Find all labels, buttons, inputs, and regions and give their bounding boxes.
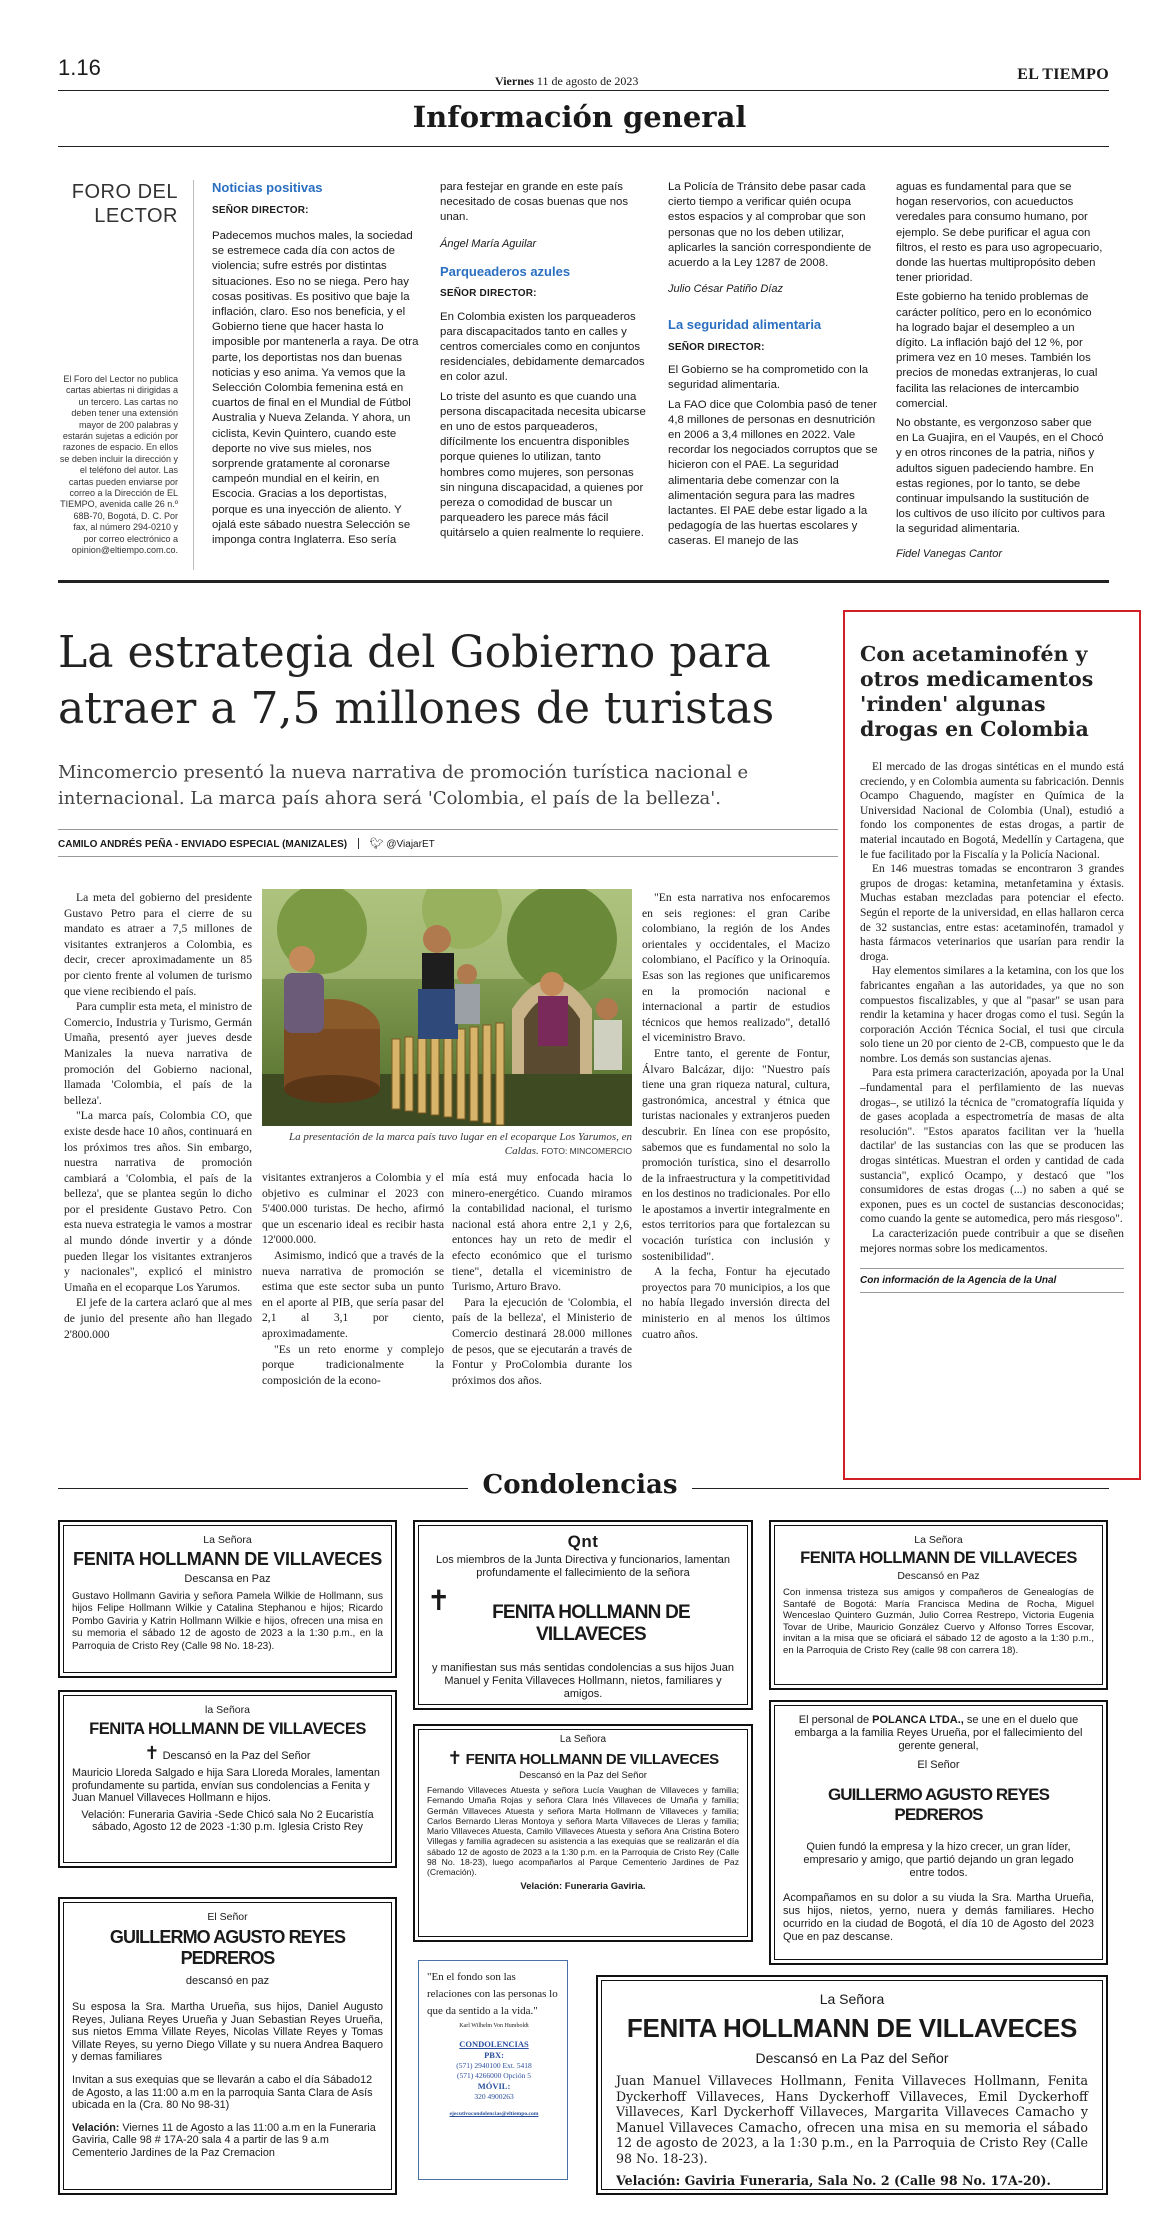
foro-note: El Foro del Lector no publica cartas abiertas ni dirigidas a un tercero. Las cartas no deben tener una extensión mayor de 200 palabras y estarán sujetas a edición por razones de espacio. En ellos se deben incluir la dirección y el teléfono del autor. Las cartas pueden enviarse por correo a la Dirección de EL TIEMPO, avenida calle 26 n.º 68B-70, Bogotá, D. C. Por fax, al número 294-0210 y por correo electrónico a opinion@eltiempo.com.co. (59, 374, 178, 556)
sidebar-p5: La caracterización puede contribuir a que se diseñen mejores normas sobre los medicamentos. (860, 1228, 1124, 1255)
sidebar-credit-rule-top (860, 1268, 1124, 1269)
ob9-status: Descansó en La Paz del Señor (755, 2050, 949, 2066)
article-col-3 (452, 1170, 632, 1388)
obituary-6 (769, 1700, 1108, 1965)
article-c1-p3: "La marca país, Colombia CO, que existe desde hace 10 años, continuará en los próximos tres años. Sin embargo, nuestra narrativa de promoción cambiará a 'Colombia, el país de la belleza', que se plantea según lo dicho por el presidente Gustavo Petro. Con esta nueva estrategia le vamos a mostrar al mundo dónde invertir y a dónde pueden llegar los visitantes extranjeros y nacionales", explicó el ministro Umaña en el ecoparque Los Yarumos. (64, 1109, 252, 1294)
foro-vrule (193, 180, 194, 570)
sidebar-p2: En 146 muestras tomadas se encontraron 3 grandes grupos de drogas: ketamina, metanfetamina y éxtasis. Muchas estaban mezcladas para potenciar el efecto. Según el reporte de la universidad, en ellas hallaron cerca de 32 sustancias, entre estas: acetaminofén, tramadol y hasta fármacos veterinarios que usarían para rendir la droga. (860, 863, 1124, 963)
issue-date (495, 74, 638, 89)
ob8-movil-label: MÓVIL: (477, 2081, 511, 2091)
article-col-4 (642, 890, 830, 1342)
masthead: EL TIEMPO (1017, 66, 1109, 83)
letter-3-p2: La FAO dice que Colombia pasó de tener 4,8 millones de personas en desnutrición en 2006 a 3,4 millones en 2022. Vale recordar los negociados corruptos que se hicieron con el PAE. La seguridad alimentaria debe comenzar con la alimentación segura para las madres lactantes. El PAE debe estar ligado a la pedagogía de las huertas escolares y caseras. El manejo de las (668, 398, 878, 548)
ob2-body: y manifiestan sus más sentidas condolencias a sus hijos Juan Manuel y Fenita Villaveces Hollmann, nietos, familiares y amigos. (431, 1662, 735, 1700)
photo-credit: FOTO: MINCOMERCIO (541, 1145, 632, 1156)
ob3-status: Descansó en Paz (897, 1570, 980, 1582)
letter-1-signature: Ángel María Aguilar (440, 237, 537, 250)
ob4-status-text: Descansó en la Paz del Señor (162, 1750, 311, 1762)
obituary-1 (58, 1520, 397, 1678)
ob5-pre: La Señora (559, 1734, 607, 1745)
ob5-status: Descansó en la Paz del Señor (519, 1770, 647, 1781)
ob6-name: GUILLERMO AGUSTO REYES PEDREROS (827, 1785, 1050, 1824)
ob8-label[interactable]: CONDOLENCIAS (459, 2039, 529, 2049)
letters-bottom-rule (58, 580, 1109, 583)
ob3-name: FENITA HOLLMANN DE VILLAVECES (800, 1549, 1077, 1567)
ob7-name: GUILLERMO AGUSTO REYES PEDREROS (109, 1927, 346, 1968)
letter-3-signature: Fidel Vanegas Cantor (896, 547, 1002, 560)
letter-2-signature: Julio César Patiño Díaz (668, 283, 783, 296)
obituary-8-contact (418, 1960, 568, 2180)
letter-3-cont1: aguas es fundamental para que se hogan reservorios, con acueductos veredales para consumo humano, por ejemplo. Se debe purificar el agua con filtros, el resto es para uso agropecuario, donde las huertas multipropósito deben tener prioridad. (896, 181, 1103, 285)
ob5-name-text: FENITA HOLLMANN DE VILLAVECES (465, 1751, 719, 1768)
sidebar-p4: Para esta primera caracterización, apoyada por la Unal –fundamental para el perfilamiento de las nuevas drogas–, se utilizó la técnica de "cromatografía líquida y de gases acoplada a espectrometría de masas de alta resolución". "Estos aparatos facilitan ver la 'huella dactilar' de las sustancias con las que se producen las drogas sintéticas. Muestran el orden y cantidad de cada sustancia", explicó Ocampo, y destacó que "los consumidores de estas drogas (...) no saben a qué se exponen, pues es un coctel de sustancias desconocidas; como cuando la gente se automedica, pero más riesgoso". (860, 1067, 1124, 1226)
article-c2-p2: Asimismo, indicó que a través de la nueva narrativa de promoción se estima que este sector suba un punto en el aporte al PIB, que sería pasar del 2,1 al 3,1 por ciento, aproximadamente. (262, 1248, 444, 1340)
obituary-5 (413, 1724, 753, 1942)
ob9-velacion: Velación: Gaviria Funeraria, Sala No. 2 (Calle 98 No. 17A-20). (616, 2172, 1051, 2188)
obituary-3 (769, 1520, 1108, 1690)
twitter-icon: 🐦︎ (369, 838, 384, 850)
article-headline-line1: La estrategia del Gobierno para (58, 627, 771, 678)
ob5-name (427, 1748, 739, 1769)
sidebar-credit: Con información de la Agencia de la Unal (860, 1275, 1057, 1287)
byline-rule-bottom (58, 856, 838, 857)
ob9-pre: La Señora (819, 1991, 885, 2007)
ob6-company: POLANCA LTDA., (872, 1714, 964, 1726)
article-subhead: Mincomercio presentó la nueva narrativa de promoción turística nacional e internacional. La marca país ahora será 'Colombia, el país de la belleza'. (58, 762, 749, 809)
letter-2-p2: Lo triste del asunto es que cuando una persona discapacitada necesita ubicarse en uno de estos parqueaderos, difícilmente los encuentra disponibles porque quienes lo utilizan, tanto hombres como mujeres, son personas sin ninguna discapacidad, a quienes por pereza o comodidad de buscar un parqueadero les parece más fácil quitárselo a quien realmente lo requiere. (440, 390, 646, 540)
ob8-phone2[interactable]: (571) 4266000 Opción 5 (457, 2071, 531, 2080)
article-photo (262, 889, 632, 1126)
article-c4-p3: A la fecha, Fontur ha ejecutado proyectos para 70 municipios, a los que no había llegado inversión directa del ministerio en al menos los últimos cuatro años. (642, 1265, 830, 1341)
letter-3-cont2: Este gobierno ha tenido problemas de carácter político, pero en lo económico ha logrado bajar el desempleo a un dígito. La inflación bajó del 12 %, por primera vez en 10 meses. También los precios de monedas extranjeras, lo cual facilita las relaciones de intercambio comercial. (896, 291, 1098, 410)
ob6-body: Quien fundó la empresa y la hizo crecer, un gran líder, empresario y amigo, que partió dejando un gran legado entre todos. (803, 1841, 1074, 1879)
sidebar-credit-rule-bottom (860, 1292, 1124, 1293)
ob6-body2: Acompañamos en su dolor a su viuda la Sra. Martha Urueña, sus hijos, nietos, yerno, nuera y demás familiares. Hecho ocurrido en la ciudad de Bogotá, el día 10 de Agosto del 2023 Que en paz descanse. (783, 1892, 1094, 1943)
byline-author: CAMILO ANDRÉS PEÑA - ENVIADO ESPECIAL (MANIZALES) (58, 839, 348, 850)
article-c1-p2: Para cumplir esta meta, el ministro de Comercio, Industria y Turismo, Germán Umaña, presentó ayer jueves desde Manizales la nueva narrativa de promoción del Gobierno nacional, llamada 'Colombia, el país de la belleza'. (64, 1000, 252, 1107)
letter-1-continuation: para festejar en grande en este país necesitado de cosas buenas que nos unan. (440, 181, 629, 224)
byline (58, 837, 838, 850)
letter-1-salutation: SEÑOR DIRECTOR: (212, 205, 309, 216)
musicians-illustration (262, 889, 632, 1126)
ob6-intro-a: El personal de (798, 1714, 870, 1726)
article-col-1 (64, 890, 252, 1342)
article-c3-p2: Para la ejecución de 'Colombia, el país de la belleza', el Ministerio de Comercio destinará 28.000 millones de pesos, que se ejecutarán a través de Fontur y ProColombia durante los próximos dos años. (452, 1295, 632, 1387)
ob7-velacion-label: Velación: (72, 2121, 120, 2134)
photo-caption-text: La presentación de la marca país tuvo lugar en el ecoparque Los Yarumos, en Caldas. (288, 1131, 632, 1157)
article-c1-p4: El jefe de la cartera aclaró que al mes de junio del presente año han llegado 2'800.000 (64, 1296, 252, 1341)
sidebar-body (860, 760, 1124, 1293)
letter-3-cont3: No obstante, es vergonzoso saber que en La Guajira, en el Vaupés, en el Chocó y en otros rincones de la patria, niños y adultos siguen padeciendo hambre. En estas regiones, por lo tanto, se debe continuar impulsando la sustitución de los cultivos de uso ilícito por cultivos para la seguridad alimentaria. (896, 417, 1105, 536)
ob8-pbx-label: PBX: (484, 2050, 504, 2060)
ob9-name: FENITA HOLLMANN DE VILLAVECES (626, 2013, 1078, 2043)
ob4-mass: Velación: Funeraria Gaviria -Sede Chicó sala No 2 Eucaristía sábado, Agosto 12 de 2023 -1:30 p.m. Iglesia Cristo Rey (81, 1808, 374, 1834)
ob2-name: FENITA HOLLMANN DE VILLAVECES (492, 1602, 690, 1645)
condolencias-rule-right (692, 1488, 1109, 1489)
obituary-2 (413, 1520, 753, 1710)
ob7-mass: Invitan a sus exequias que se llevarán a cabo el día Sábado12 de Agosto, a las 11:00 a.m en la parroquia Santa Clara de Asís ubicada en la (Cra. 80 No 98-31) (72, 2073, 373, 2112)
letter-3-p1: El Gobierno se ha comprometido con la seguridad alimentaria. (668, 364, 869, 392)
obituary-7 (58, 1897, 397, 2195)
ob7-pre: El Señor (207, 1911, 248, 1923)
letter-1 (212, 180, 422, 548)
foro-title (60, 180, 178, 228)
letter-1-title: Noticias positivas (212, 180, 323, 195)
ob3-body: Con inmensa tristeza sus amigos y compañeros de Genealogías de Santafé de Bogotá: María Francisca Medina de Rocha, Miguel Wenceslao Quintero Guzmán, Julio Correa Restrepo, Victoria Eugenia Tovar de Uribe, Mauricio González Cuervo y Alfonso Torres Escovar, invitan a la misa que se oficiará el sábado 12 de agosto a la 1:30 p.m., en la Parroquia de Cristo Rey (calle 98 con carrera 18). (783, 1587, 1094, 1656)
ob7-body: Su esposa la Sra. Martha Urueña, sus hijos, Daniel Augusto Reyes, Juliana Reyes Urueña y Juan Sebastian Reyes Urueña, sus nietos Emma Villate Reyes, Nicolas Villate Reyes y Tomas Villate Reyes, su yerno Diego Villate y su nuera Andrea Baquero y demas familiares (72, 2001, 383, 2064)
condolencias-rule-left (58, 1488, 468, 1489)
letter-2-title: Parqueaderos azules (440, 263, 571, 279)
ob4-pre: la Señora (205, 1704, 250, 1716)
sidebar-title: Con acetaminofén y otros medicamentos 'rinden' algunas drogas en Colombia (860, 642, 1094, 741)
letter-column-4 (896, 180, 1106, 560)
ob7-velacion (72, 2122, 383, 2160)
article-headline-line2: atraer a 7,5 millones de turistas (58, 683, 775, 734)
article-c2-p3: "Es un reto enorme y complejo porque tradicionalmente la composición de la econo- (262, 1342, 444, 1387)
condolencias-title: Condolencias (482, 1470, 678, 1500)
article-c3-p1: mía está muy enfocada hacia lo minero-energético. Cuando miramos la contabilidad nacional, el turismo nacional está ahora entre 2,1 y 2,6, entonces hay un reto de medir el efecto económico que el turismo tiene", detalla el viceministro de Turismo, Arturo Bravo. (452, 1171, 632, 1294)
ob3-pre: La Señora (914, 1534, 963, 1546)
cross-icon: ✝ (427, 1584, 451, 1617)
letter-2-salutation: SEÑOR DIRECTOR: (440, 287, 537, 299)
ob2-logo: Qnt (567, 1532, 599, 1551)
ob8-author: Karl Wilhelm Von Humboldt (459, 2023, 529, 2029)
ob2-intro: Los miembros de la Junta Directiva y funcionarios, lamentan profundamente el fallecimiento de la señora (435, 1554, 731, 1579)
ob4-status (72, 1743, 383, 1764)
photo-caption (262, 1131, 632, 1158)
ob1-name: FENITA HOLLMANN DE VILLAVECES (73, 1549, 382, 1569)
article-c4-p2: Entre tanto, el gerente de Fontur, Álvaro Balcázar, dijo: "Nuestro país tiene una gran riqueza natural, cultura, gastronómica, ancestral y étnica que turistas nacionales y extranjeros pueden descubrir. En línea con ese propósito, sabemos que es fundamental no solo la promoción turística, sino el desarrollo de la infraestructura y la competitividad en los destinos no tradicionales. Por ello le apostamos a invertir integralmente en estos territorios para que fortalezcan su vocación turística con inclusión y sostenibilidad". (642, 1046, 830, 1263)
letter-2-p1: En Colombia existen los parqueaderos para discapacitados tanto en calles y centros comerciales como en conjuntos residenciales, debidamente demarcados en color azul. (440, 310, 645, 384)
letter-column-3 (668, 180, 878, 550)
sidebar-p3: Hay elementos similares a la ketamina, con los que los fabricantes engañan a las autoridades, ya que no son compuestos fiscalizables, y que al "pasar" se usan para rendir la ketamina y hacer drogas como el tusi. Según la corporación Acción Técnica Social, el tusi que circula solo tiene un 20 por ciento de 2-CB, compuesto que le da nombre. Los demás son sustancias ajenas. (860, 965, 1124, 1065)
page-number: 1.16 (58, 55, 101, 80)
ob6-pre: El Señor (917, 1759, 960, 1771)
letter-1-body: Padecemos muchos males, la sociedad se estremece cada día con actos de violencia; sufre estrés por distintas situaciones. Eso no se niega. Pero hay cosas positivas. Es positivo que baje la inflación, claro. Eso nos beneficia, y el Gobierno tiene que hacer hasta lo imposible por mantenerla a raya. De otra parte, los deportistas nos dan buenas noticias y eso anima. Ya vemos que la Selección Colombia femenina está en cuartos de final en el Mundial de Fútbol Australia y Nueva Zelanda. Y ahora, un ciclista, Kevin Quintero, cuando este deporte no vive sus mieles, nos sorprende gratamente al coronarse campeón mundial en el keirin, en Escocia. Gracias a los deportistas, porque es una inyección de aliento. Y ojalá este sábado nuestra Selección se imponga contra Inglaterra. Eso sería (212, 230, 419, 547)
letter-3-title: La seguridad alimentaria (668, 317, 822, 333)
ob7-velacion-text: Viernes 11 de Agosto a las 11:00 a.m en la Funeraria Gaviria, Calle 98 # 17A-20 sala 4 a partir de las 9 a.m Cementerio Jardines de la Paz Cremacion (72, 2121, 376, 2159)
byline-rule-top (58, 829, 838, 830)
byline-separator (358, 838, 359, 849)
sidebar-p1: El mercado de las drogas sintéticas en el mundo está creciendo, y en Colombia aumenta su fabricación. Dennis Ocampo Chaguendo, magíster en Química de la Universidad Nacional de Colombia (Unal), estudió a fondo los componentes de estas drogas, a partir de material incautado en Bogotá, Medellín y Cartagena, que le fue facilitado por la Fiscalía y la Policía Nacional. (860, 761, 1124, 861)
ob1-status: Descansa en Paz (184, 1573, 271, 1585)
foro-title-line1: FORO DEL (71, 181, 178, 203)
header-rule (58, 90, 1109, 91)
issue-weekday: Viernes (495, 74, 534, 88)
ob8-movil[interactable]: 320 4900263 (474, 2092, 514, 2101)
foro-title-line2: LECTOR (94, 205, 178, 227)
letter-3-salutation: SEÑOR DIRECTOR: (668, 342, 765, 354)
article-headline (58, 625, 838, 737)
ob8-quote: "En el fondo son las relaciones con las personas lo que da sentido a la vida." (427, 1971, 558, 2017)
ob4-name: FENITA HOLLMANN DE VILLAVECES (89, 1720, 366, 1738)
ob5-velacion: Velación: Funeraria Gaviria. (520, 1880, 646, 1892)
ob1-pre: La Señora (203, 1534, 252, 1546)
ob7-status: descansó en paz (185, 1975, 270, 1987)
ob1-body: Gustavo Hollmann Gaviria y señora Pamela Wilkie de Hollmann, sus hijos Felipe Hollmann Wilkie y Catalina Stephanou e hijos; Ricardo Pombo Gaviria y Katrin Hollmann Wilkie e hijos, ofrecen una misa en su memoria el sábado 12 de agosto de 2023 a la 1:30 p.m., en la Parroquia de Cristo Rey (Calle 98 No. 18-23). (72, 1591, 383, 1652)
issue-date-text: 11 de agosto de 2023 (536, 74, 639, 88)
ob8-email[interactable]: ejecutivocondolencias@eltiempo.com (449, 2111, 539, 2117)
article-col-2 (262, 1170, 444, 1388)
ob6-intro (783, 1714, 1094, 1753)
section-rule (58, 146, 1109, 147)
ob8-phone1[interactable]: (571) 2940100 Ext. 5418 (456, 2061, 532, 2070)
obituary-4 (58, 1690, 397, 1868)
ob5-body: Fernando Villaveces Atuesta y señora Lucía Vaughan de Villaveces y familia; Fernando Umaña Rojas y señora Clara Inés Villaveces de Umaña y familia; Germán Villaveces Atuesta y señora Marta Hollmann de Villaveces y familia; Carlos Bernardo Lleras Montoya y señora Marta Villaveces de Lleras y familia; Mario Villaveces Atuesta, Camilo Villaveces Atuesta y señora Ana Cristina Botero Villegas y familia agradecen su asistencia a las exequias que se realizarán el día sábado 12 de agosto de 2023 a la 1:30 p.m. en la Parroquia de Cristo Rey (Calle 98 No. 18-23), luego acompañarlos al Parque Cementerio Jardines de Paz (Cremación). (427, 1785, 739, 1878)
article-c4-p1: "En esta narrativa nos enfocaremos en seis regiones: el gran Caribe colombiano, la región de los Andes orientales y occidentales, el Macizo colombiano, el Pacífico y la Orinoquía. Esas son las regiones que unificaremos en la promoción nacional e internacional a partir de estudios técnicos que hemos realizado", detalló el viceministro Bravo. (642, 891, 830, 1045)
article-c2-p1: visitantes extranjeros a Colombia y el objetivo es culminar el 2023 con 5'400.000 turistas. De hecho, afirmó que un escenario ideal es recibir hasta 12'000.000. (262, 1171, 444, 1247)
section-title: Información general (412, 100, 747, 134)
byline-twitter[interactable]: @ViajarET (386, 839, 435, 850)
ob6-intro-b: se une en el duelo que embarga a la familia Reyes Urueña, por el fallecimiento del gerente general, (794, 1714, 1083, 1752)
ob4-body: Mauricio Lloreda Salgado e hija Sara Lloreda Morales, lamentan profundamente su partida, envían sus condolencias a Fenita y Juan Manuel Villaveces Hollmann e hijos. (72, 1767, 380, 1805)
article-c1-p1: La meta del gobierno del presidente Gustavo Petro para el cierre de su mandato es atraer a 7,5 millones de visitantes extranjeros a Colombia, es decir, crecer aproximadamente un 85 por ciento frente al volumen de turismo que viene recibiendo el país. (64, 891, 252, 998)
letter-2-continuation: La Policía de Tránsito debe pasar cada cierto tiempo a verificar quién ocupa estos espacios y al comprobar que son personas que no los deben utilizar, aplicarles la sanción correspondiente de acuerdo a la Ley 1287 de 2008. (668, 181, 872, 270)
cross-icon: ✝ (144, 1743, 160, 1764)
letter-column-2 (440, 180, 648, 542)
ob9-body: Juan Manuel Villaveces Hollmann, Fenita Villaveces Hollmann, Fenita Dyckerhoff Villaveces, Hans Dyckerhoff Villaveces, Emil Dyckerhoff Villaveces, Karl Dyckerhoff Villaveces, Margarita Villaveces Camacho y Manuel Villaveces Camacho, ofrecen una misa en su memoria el sábado 12 de agosto de 2023, a la 1:30 p.m., en la Parroquia de Cristo Rey (Calle 98 No. 18-23). (616, 2073, 1088, 2166)
obituary-9 (596, 1975, 1108, 2195)
cross-icon: ✝ (447, 1748, 462, 1769)
